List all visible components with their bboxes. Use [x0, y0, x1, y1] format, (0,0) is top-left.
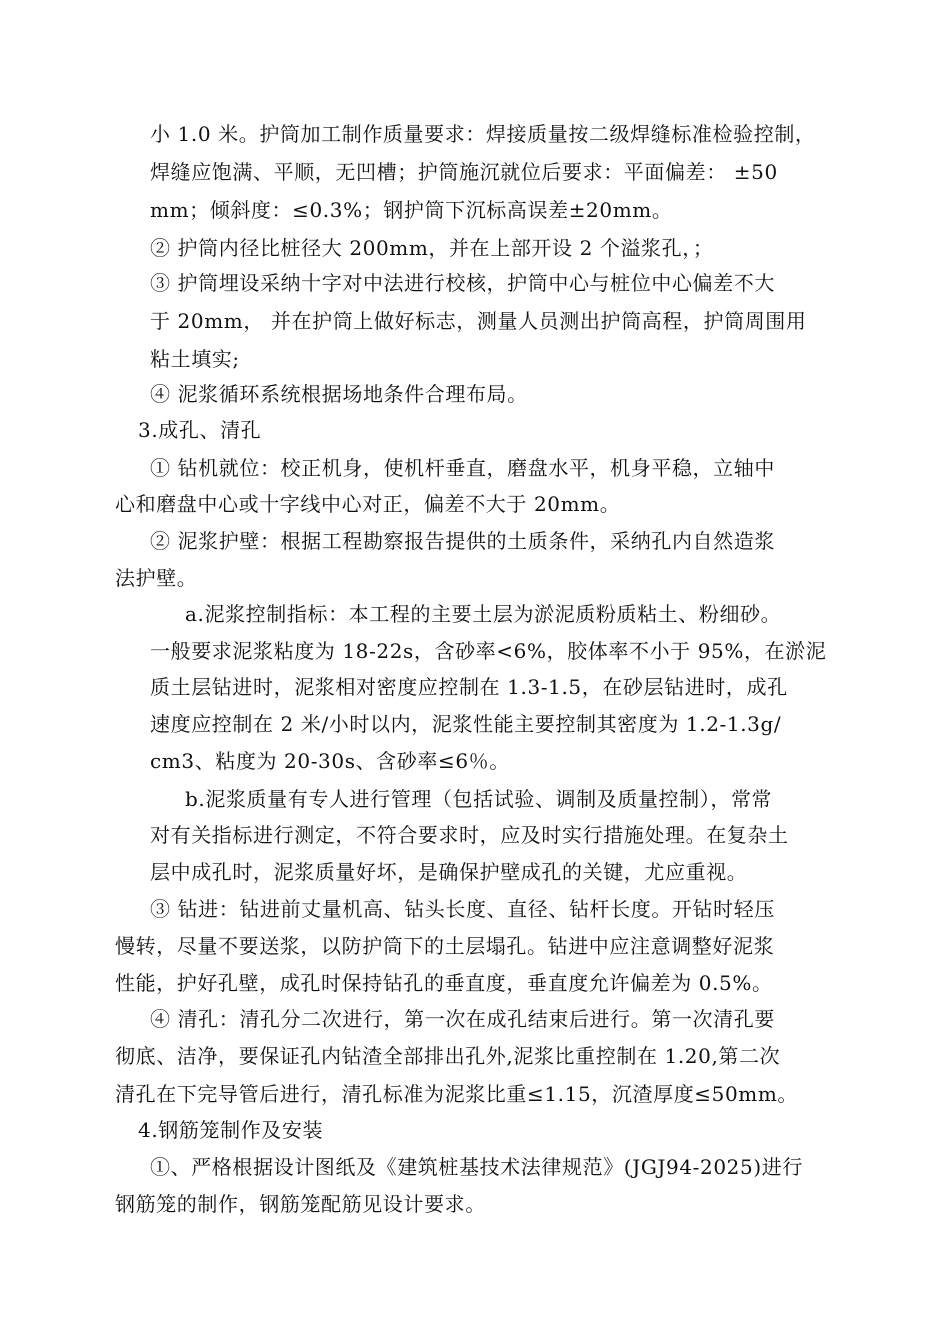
text-line: 性能，护好孔壁，成孔时保持钻孔的垂直度，垂直度允许偏差为 0.5%。 — [115, 971, 773, 995]
text-line: 焊缝应饱满、平顺，无凹槽；护筒施沉就位后要求：平面偏差： ±50 — [150, 160, 778, 184]
text-line: cm3、粘度为 20-30s、含砂率≤6％。 — [150, 749, 510, 773]
text-line: 质土层钻进时，泥浆相对密度应控制在 1.3-1.5，在砂层钻进时，成孔 — [150, 675, 788, 699]
text-line: 彻底、洁净，要保证孔内钻渣全部排出孔外,泥浆比重控制在 1.20,第二次 — [115, 1044, 781, 1068]
text-line: 清孔在下完导管后进行，清孔标准为泥浆比重≤1.15，沉渣厚度≤50mm。 — [115, 1082, 799, 1106]
text-line: 法护壁。 — [115, 566, 198, 590]
text-line: ① 钻机就位：校正机身，使机杆垂直，磨盘水平，机身平稳，立轴中 — [150, 456, 775, 480]
text-line: 慢转，尽量不要送浆，以防护筒下的土层塌孔。钻进中应注意调整好泥浆 — [115, 934, 775, 958]
text-line: ④ 泥浆循环系统根据场地条件合理布局。 — [150, 382, 528, 406]
text-line: ①、严格根据设计图纸及《建筑桩基技术法律规范》(JGJ94-2025)进行 — [150, 1155, 803, 1179]
text-line: ② 护筒内径比桩径大 200mm，并在上部开设 2 个溢浆孔，； — [150, 236, 714, 260]
text-line: ③ 钻进：钻进前丈量机高、钻头长度、直径、钻杆长度。开钻时轻压 — [150, 897, 775, 921]
text-line: 心和磨盘中心或十字线中心对正，偏差不大于 20mm。 — [115, 492, 621, 516]
text-line: 钢筋笼的制作，钢筋笼配筋见设计要求。 — [115, 1192, 486, 1216]
text-line: ④ 清孔：清孔分二次进行，第一次在成孔结束后进行。第一次清孔要 — [150, 1007, 775, 1031]
text-line: 一般要求泥浆粘度为 18-22s，含砂率<6%，胶体率不小于 95%，在淤泥 — [150, 639, 827, 663]
text-line: mm；倾斜度：≤0.3%；钢护筒下沉标高误差±20mm。 — [150, 198, 673, 222]
text-line: ③ 护筒埋设采纳十字对中法进行校核，护筒中心与桩位中心偏差不大 — [150, 271, 775, 295]
text-line: 粘土填实; — [150, 347, 240, 371]
text-line: ② 泥浆护壁：根据工程勘察报告提供的土质条件，采纳孔内自然造浆 — [150, 529, 775, 553]
text-line: 于 20mm， 并在护筒上做好标志，测量人员测出护筒高程，护筒周围用 — [150, 309, 807, 333]
text-line: 对有关指标进行测定，不符合要求时，应及时实行措施处理。在复杂土 — [150, 823, 789, 847]
text-line: 速度应控制在 2 米/小时以内，泥浆性能主要控制其密度为 1.2-1.3g/ — [150, 712, 782, 736]
text-line: a.泥浆控制指标：本工程的主要土层为淤泥质粉质粘土、粉细砂。 — [185, 602, 782, 626]
text-line: b.泥浆质量有专人进行管理（包括试验、调制及质量控制），常常 — [185, 787, 773, 811]
text-line: 层中成孔时，泥浆质量好坏，是确保护壁成孔的关键，尤应重视。 — [150, 860, 748, 884]
text-line: 小 1.0 米。护筒加工制作质量要求：焊接质量按二级焊缝标准检验控制， — [150, 122, 816, 146]
section-heading: 4.钢筋笼制作及安装 — [138, 1118, 324, 1142]
section-heading: 3.成孔、清孔 — [138, 418, 262, 442]
